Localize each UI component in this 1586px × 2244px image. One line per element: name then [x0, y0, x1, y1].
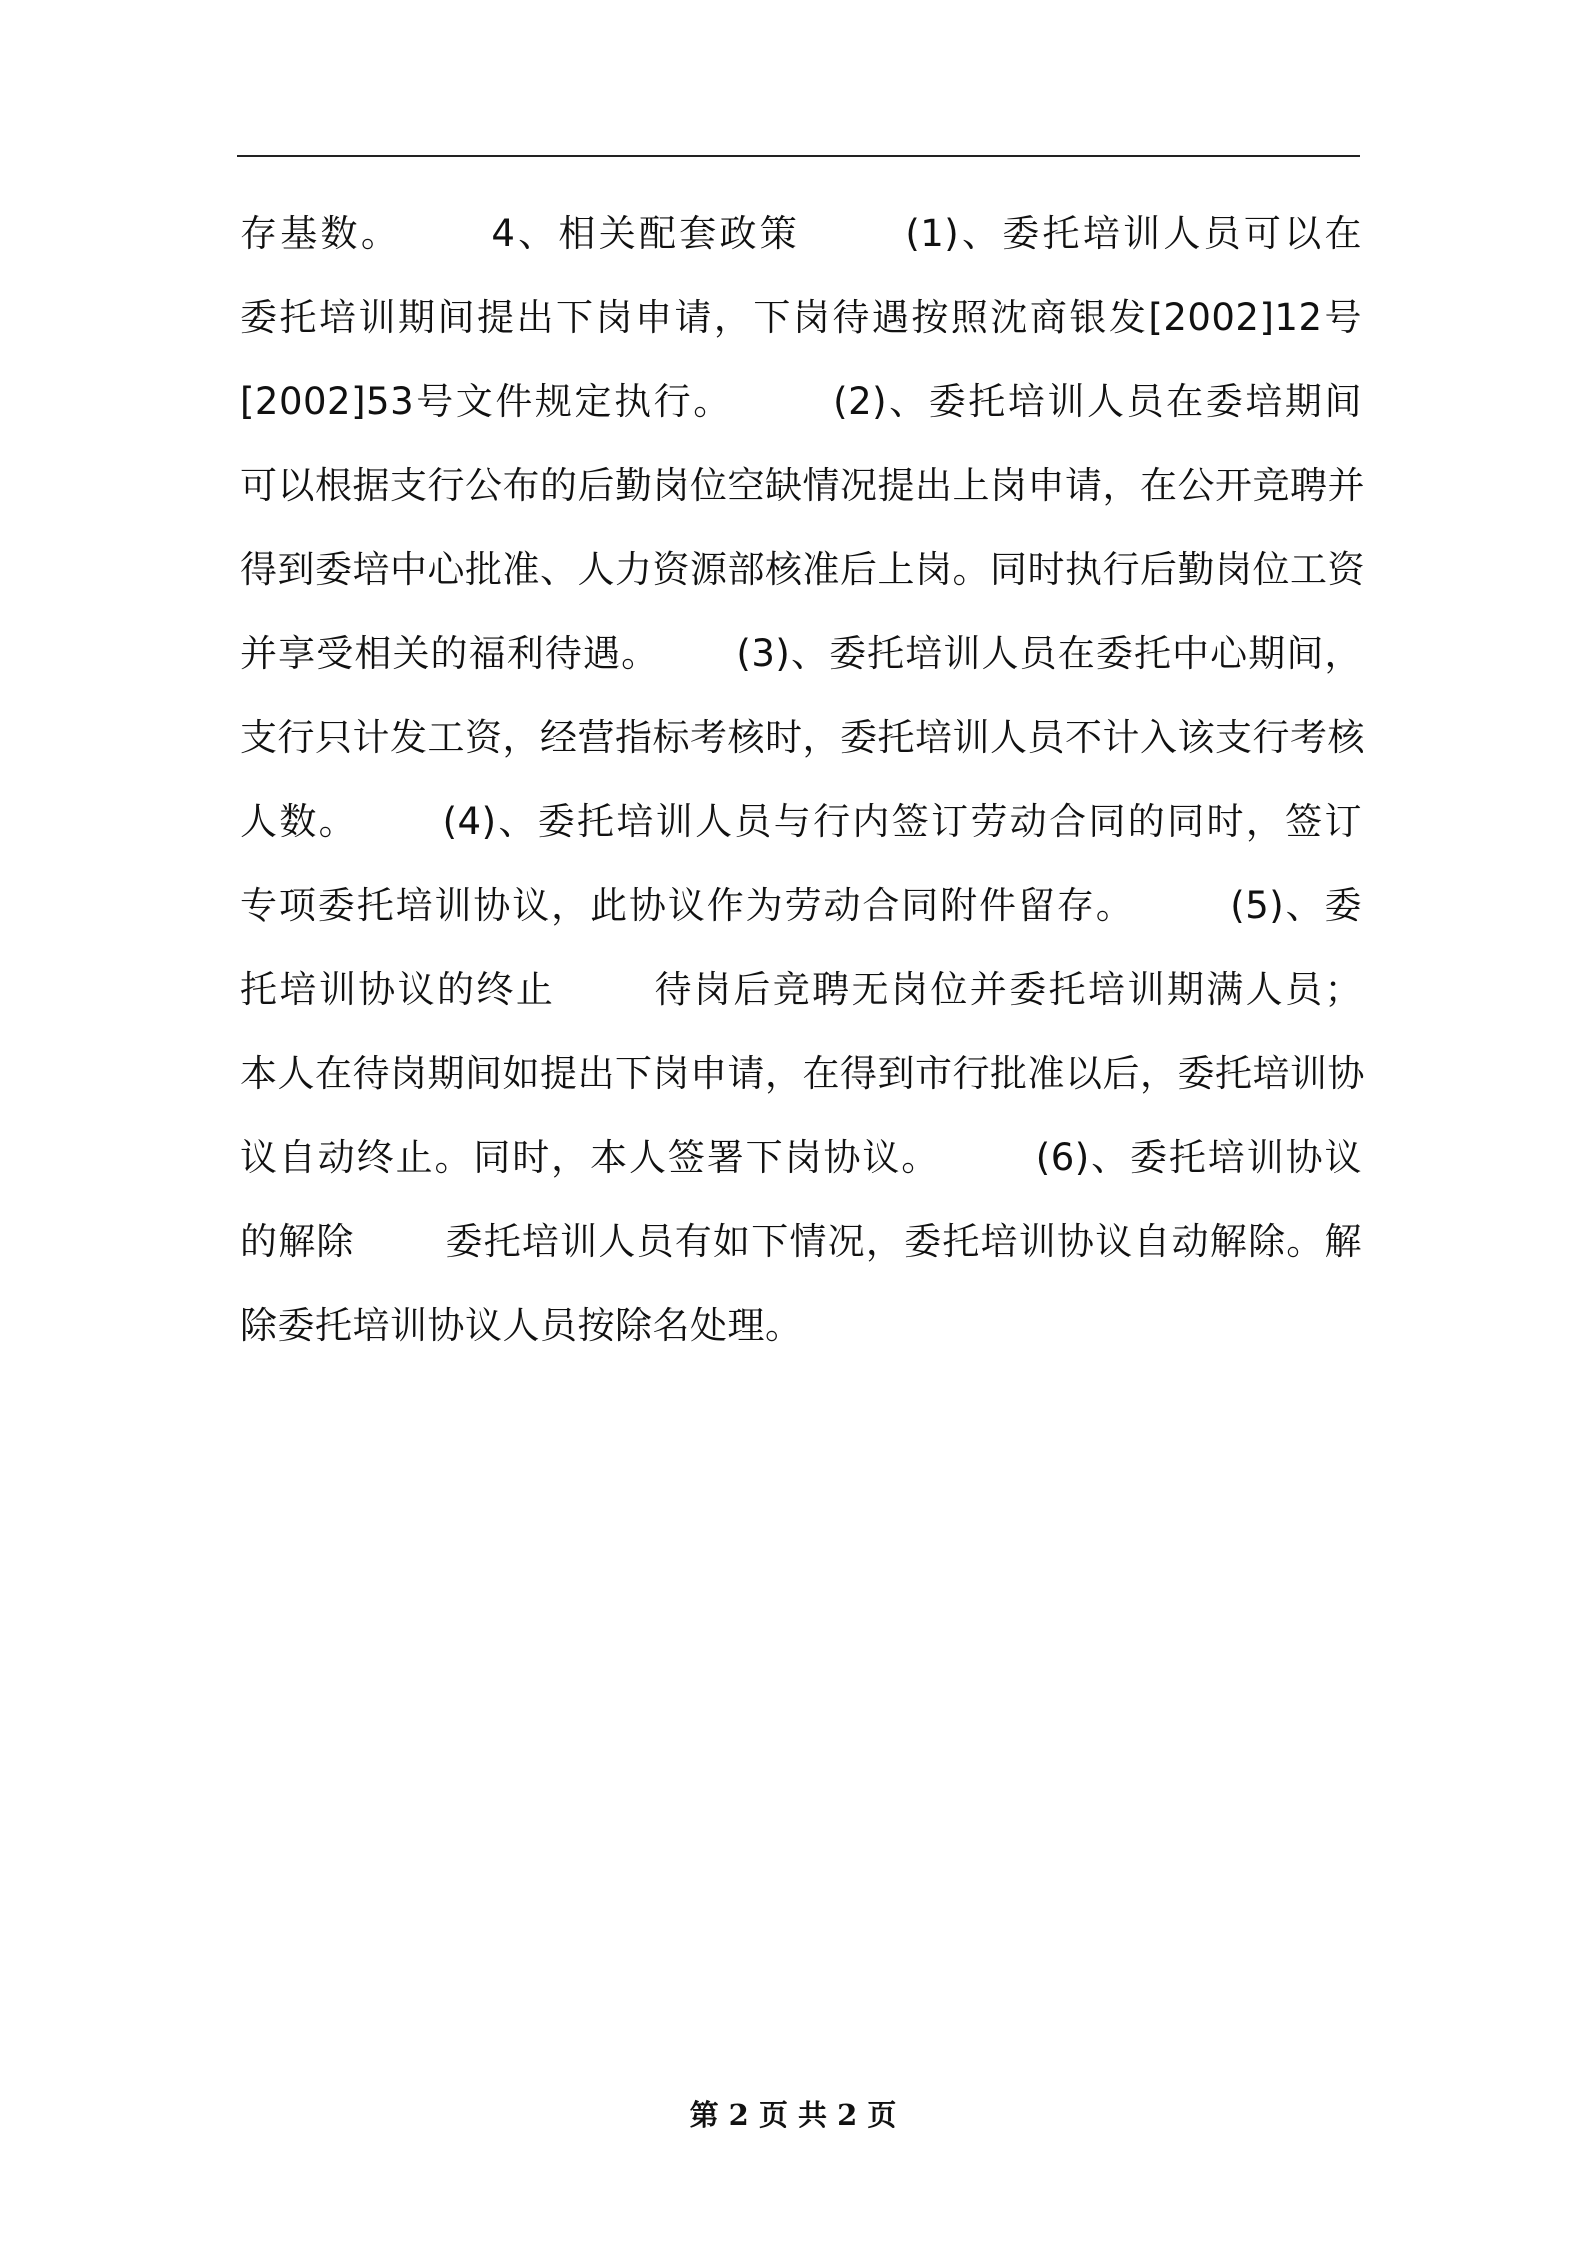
- body-line: 托培训协议的终止 待岗后竞聘无岗位并委托培训期满人员；: [240, 968, 1362, 1011]
- body-line: 可以根据支行公布的后勤岗位空缺情况提出上岗申请，在公开竞聘并: [240, 464, 1365, 507]
- body-line-last: 除委托培训协议人员按除名处理。: [240, 1304, 803, 1347]
- body-line: 委托培训期间提出下岗申请，下岗待遇按照沈商银发[2002]12号: [240, 296, 1362, 339]
- header-rule: [237, 155, 1360, 157]
- body-line: 议自动终止。同时，本人签署下岗协议。 (6)、委托培训协议: [240, 1136, 1362, 1179]
- body-line: 支行只计发工资，经营指标考核时，委托培训人员不计入该支行考核: [240, 716, 1365, 759]
- body-line: 并享受相关的福利待遇。 (3)、委托培训人员在委托中心期间，: [240, 632, 1362, 675]
- body-line: 本人在待岗期间如提出下岗申请，在得到市行批准以后，委托培训协: [240, 1052, 1365, 1095]
- body-line: [2002]53号文件规定执行。 (2)、委托培训人员在委培期间: [240, 380, 1362, 423]
- body-line: 得到委培中心批准、人力资源部核准后上岗。同时执行后勤岗位工资: [240, 548, 1365, 591]
- body-line: 存基数。 4、相关配套政策 (1)、委托培训人员可以在: [240, 212, 1362, 255]
- document-body: [240, 192, 1365, 1368]
- page-footer: 第 2 页 共 2 页: [689, 2098, 897, 2132]
- body-line: 的解除 委托培训人员有如下情况，委托培训协议自动解除。解: [240, 1220, 1362, 1263]
- body-line: 人数。 (4)、委托培训人员与行内签订劳动合同的同时，签订: [240, 800, 1362, 843]
- body-line: 专项委托培训协议，此协议作为劳动合同附件留存。 (5)、委: [240, 884, 1362, 927]
